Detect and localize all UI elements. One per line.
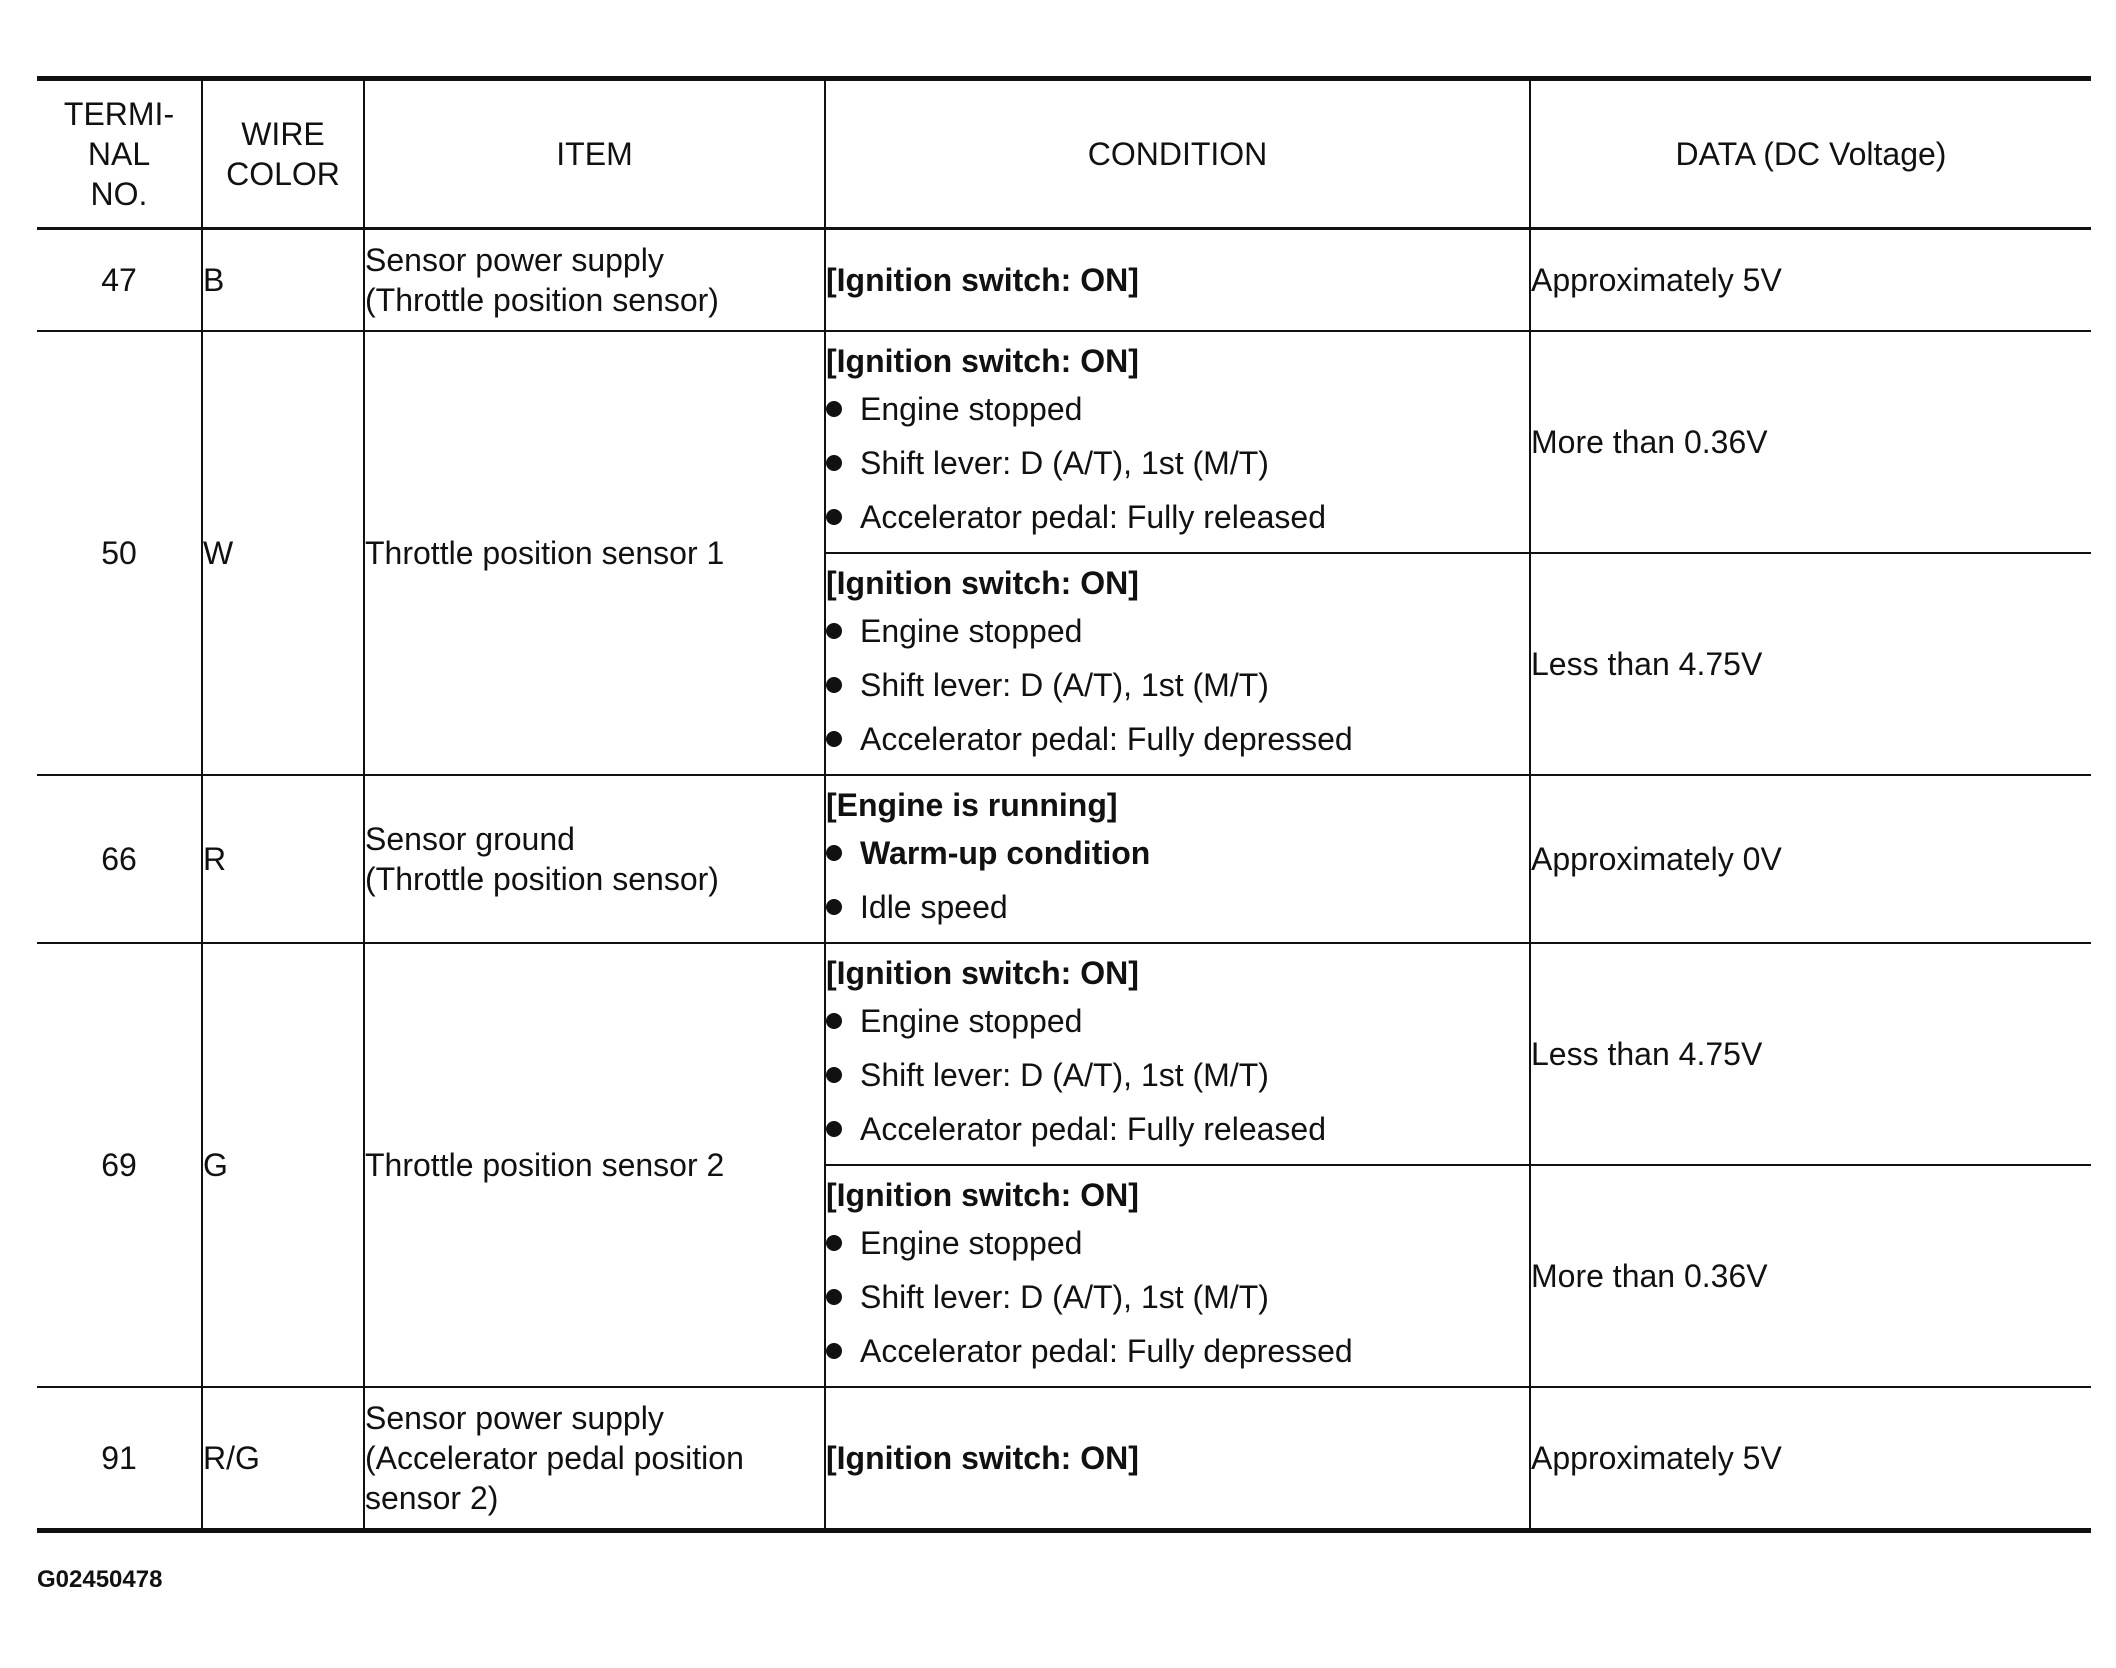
cell-data-voltage: More than 0.36V (1530, 1165, 2091, 1387)
cell-terminal-no: 66 (37, 775, 202, 943)
condition-bullet (826, 490, 1529, 544)
condition-title: [Ignition switch: ON] (826, 261, 1139, 298)
condition-bullet-text: Shift lever: D (A/T), 1st (M/T) (860, 1056, 1269, 1093)
bullet-dot-icon (826, 455, 842, 471)
table-row (37, 229, 2091, 331)
condition-bullet (826, 658, 1529, 712)
condition-bullet-text: Warm-up condition (860, 834, 1151, 871)
table-row (37, 943, 2091, 1165)
condition-block (826, 332, 1529, 552)
condition-bullet-text: Accelerator pedal: Fully depressed (860, 720, 1353, 757)
bullet-dot-icon (826, 509, 842, 525)
cell-condition (825, 775, 1530, 943)
bullet-dot-icon (826, 1067, 842, 1083)
condition-bullet-text: Accelerator pedal: Fully released (860, 1110, 1327, 1147)
bullet-dot-icon (826, 1343, 842, 1359)
bullet-dot-icon (826, 1289, 842, 1305)
table-row (37, 331, 2091, 553)
condition-bullet-text: Idle speed (860, 888, 1008, 925)
condition-bullet (826, 880, 1529, 934)
condition-title: [Ignition switch: ON] (826, 342, 1139, 379)
terminal-data-sheet (37, 76, 2091, 1533)
header-wire-color: WIRE COLOR (202, 79, 364, 229)
condition-bullet (826, 382, 1529, 436)
header-item: ITEM (364, 79, 825, 229)
condition-bullet-text: Engine stopped (860, 390, 1083, 427)
cell-terminal-no: 47 (37, 229, 202, 331)
cell-wire-color: B (202, 229, 364, 331)
bullet-dot-icon (826, 1013, 842, 1029)
cell-condition (825, 1165, 1530, 1387)
cell-data-voltage: More than 0.36V (1530, 331, 2091, 553)
condition-block (826, 1166, 1529, 1386)
condition-bullet (826, 1048, 1529, 1102)
condition-title: [Engine is running] (826, 786, 1118, 823)
condition-block (826, 251, 1529, 309)
condition-bullet (826, 1102, 1529, 1156)
cell-data-voltage: Less than 4.75V (1530, 943, 2091, 1165)
condition-bullet (826, 826, 1529, 880)
condition-bullet (826, 604, 1529, 658)
bullet-dot-icon (826, 731, 842, 747)
cell-item: Sensor ground (Throttle position sensor) (364, 775, 825, 943)
cell-data-voltage: Approximately 0V (1530, 775, 2091, 943)
cell-condition (825, 553, 1530, 775)
table-row (37, 775, 2091, 943)
condition-bullet (826, 1216, 1529, 1270)
cell-condition (825, 229, 1530, 331)
cell-wire-color: G (202, 943, 364, 1387)
condition-bullet (826, 1324, 1529, 1378)
cell-data-voltage: Less than 4.75V (1530, 553, 2091, 775)
cell-condition (825, 1387, 1530, 1531)
cell-condition (825, 331, 1530, 553)
figure-code: G02450478 (37, 1566, 163, 1593)
header-condition: CONDITION (825, 79, 1530, 229)
condition-bullet-text: Accelerator pedal: Fully released (860, 498, 1327, 535)
cell-item: Sensor power supply (Throttle position sensor) (364, 229, 825, 331)
condition-block (826, 554, 1529, 774)
condition-title: [Ignition switch: ON] (826, 1176, 1139, 1213)
condition-block (826, 776, 1529, 942)
bullet-dot-icon (826, 1121, 842, 1137)
cell-terminal-no: 91 (37, 1387, 202, 1531)
condition-bullet-text: Engine stopped (860, 1224, 1083, 1261)
condition-bullet-text: Engine stopped (860, 612, 1083, 649)
condition-bullet (826, 436, 1529, 490)
condition-bullet (826, 1270, 1529, 1324)
bullet-dot-icon (826, 899, 842, 915)
condition-bullet (826, 994, 1529, 1048)
cell-item: Sensor power supply (Accelerator pedal position sensor 2) (364, 1387, 825, 1531)
cell-terminal-no: 50 (37, 331, 202, 775)
header-terminal-no: TERMI- NAL NO. (37, 79, 202, 229)
condition-bullet (826, 712, 1529, 766)
cell-data-voltage: Approximately 5V (1530, 229, 2091, 331)
cell-wire-color: R (202, 775, 364, 943)
cell-terminal-no: 69 (37, 943, 202, 1387)
condition-bullet-text: Shift lever: D (A/T), 1st (M/T) (860, 444, 1269, 481)
cell-data-voltage: Approximately 5V (1530, 1387, 2091, 1531)
condition-bullet-text: Engine stopped (860, 1002, 1083, 1039)
cell-wire-color: R/G (202, 1387, 364, 1531)
header-data: DATA (DC Voltage) (1530, 79, 2091, 229)
cell-condition (825, 943, 1530, 1165)
cell-item: Throttle position sensor 2 (364, 943, 825, 1387)
condition-title: [Ignition switch: ON] (826, 954, 1139, 991)
cell-item: Throttle position sensor 1 (364, 331, 825, 775)
bullet-dot-icon (826, 401, 842, 417)
condition-block (826, 1429, 1529, 1487)
table-body (37, 229, 2091, 1531)
bullet-dot-icon (826, 1235, 842, 1251)
bullet-dot-icon (826, 845, 842, 861)
condition-title: [Ignition switch: ON] (826, 564, 1139, 601)
condition-bullet-text: Accelerator pedal: Fully depressed (860, 1332, 1353, 1369)
condition-block (826, 944, 1529, 1164)
table-row (37, 1387, 2091, 1531)
terminal-data-table (37, 76, 2091, 1533)
table-header-row (37, 79, 2091, 229)
bullet-dot-icon (826, 677, 842, 693)
condition-bullet-text: Shift lever: D (A/T), 1st (M/T) (860, 1278, 1269, 1315)
bullet-dot-icon (826, 623, 842, 639)
cell-wire-color: W (202, 331, 364, 775)
condition-title: [Ignition switch: ON] (826, 1439, 1139, 1476)
condition-bullet-text: Shift lever: D (A/T), 1st (M/T) (860, 666, 1269, 703)
